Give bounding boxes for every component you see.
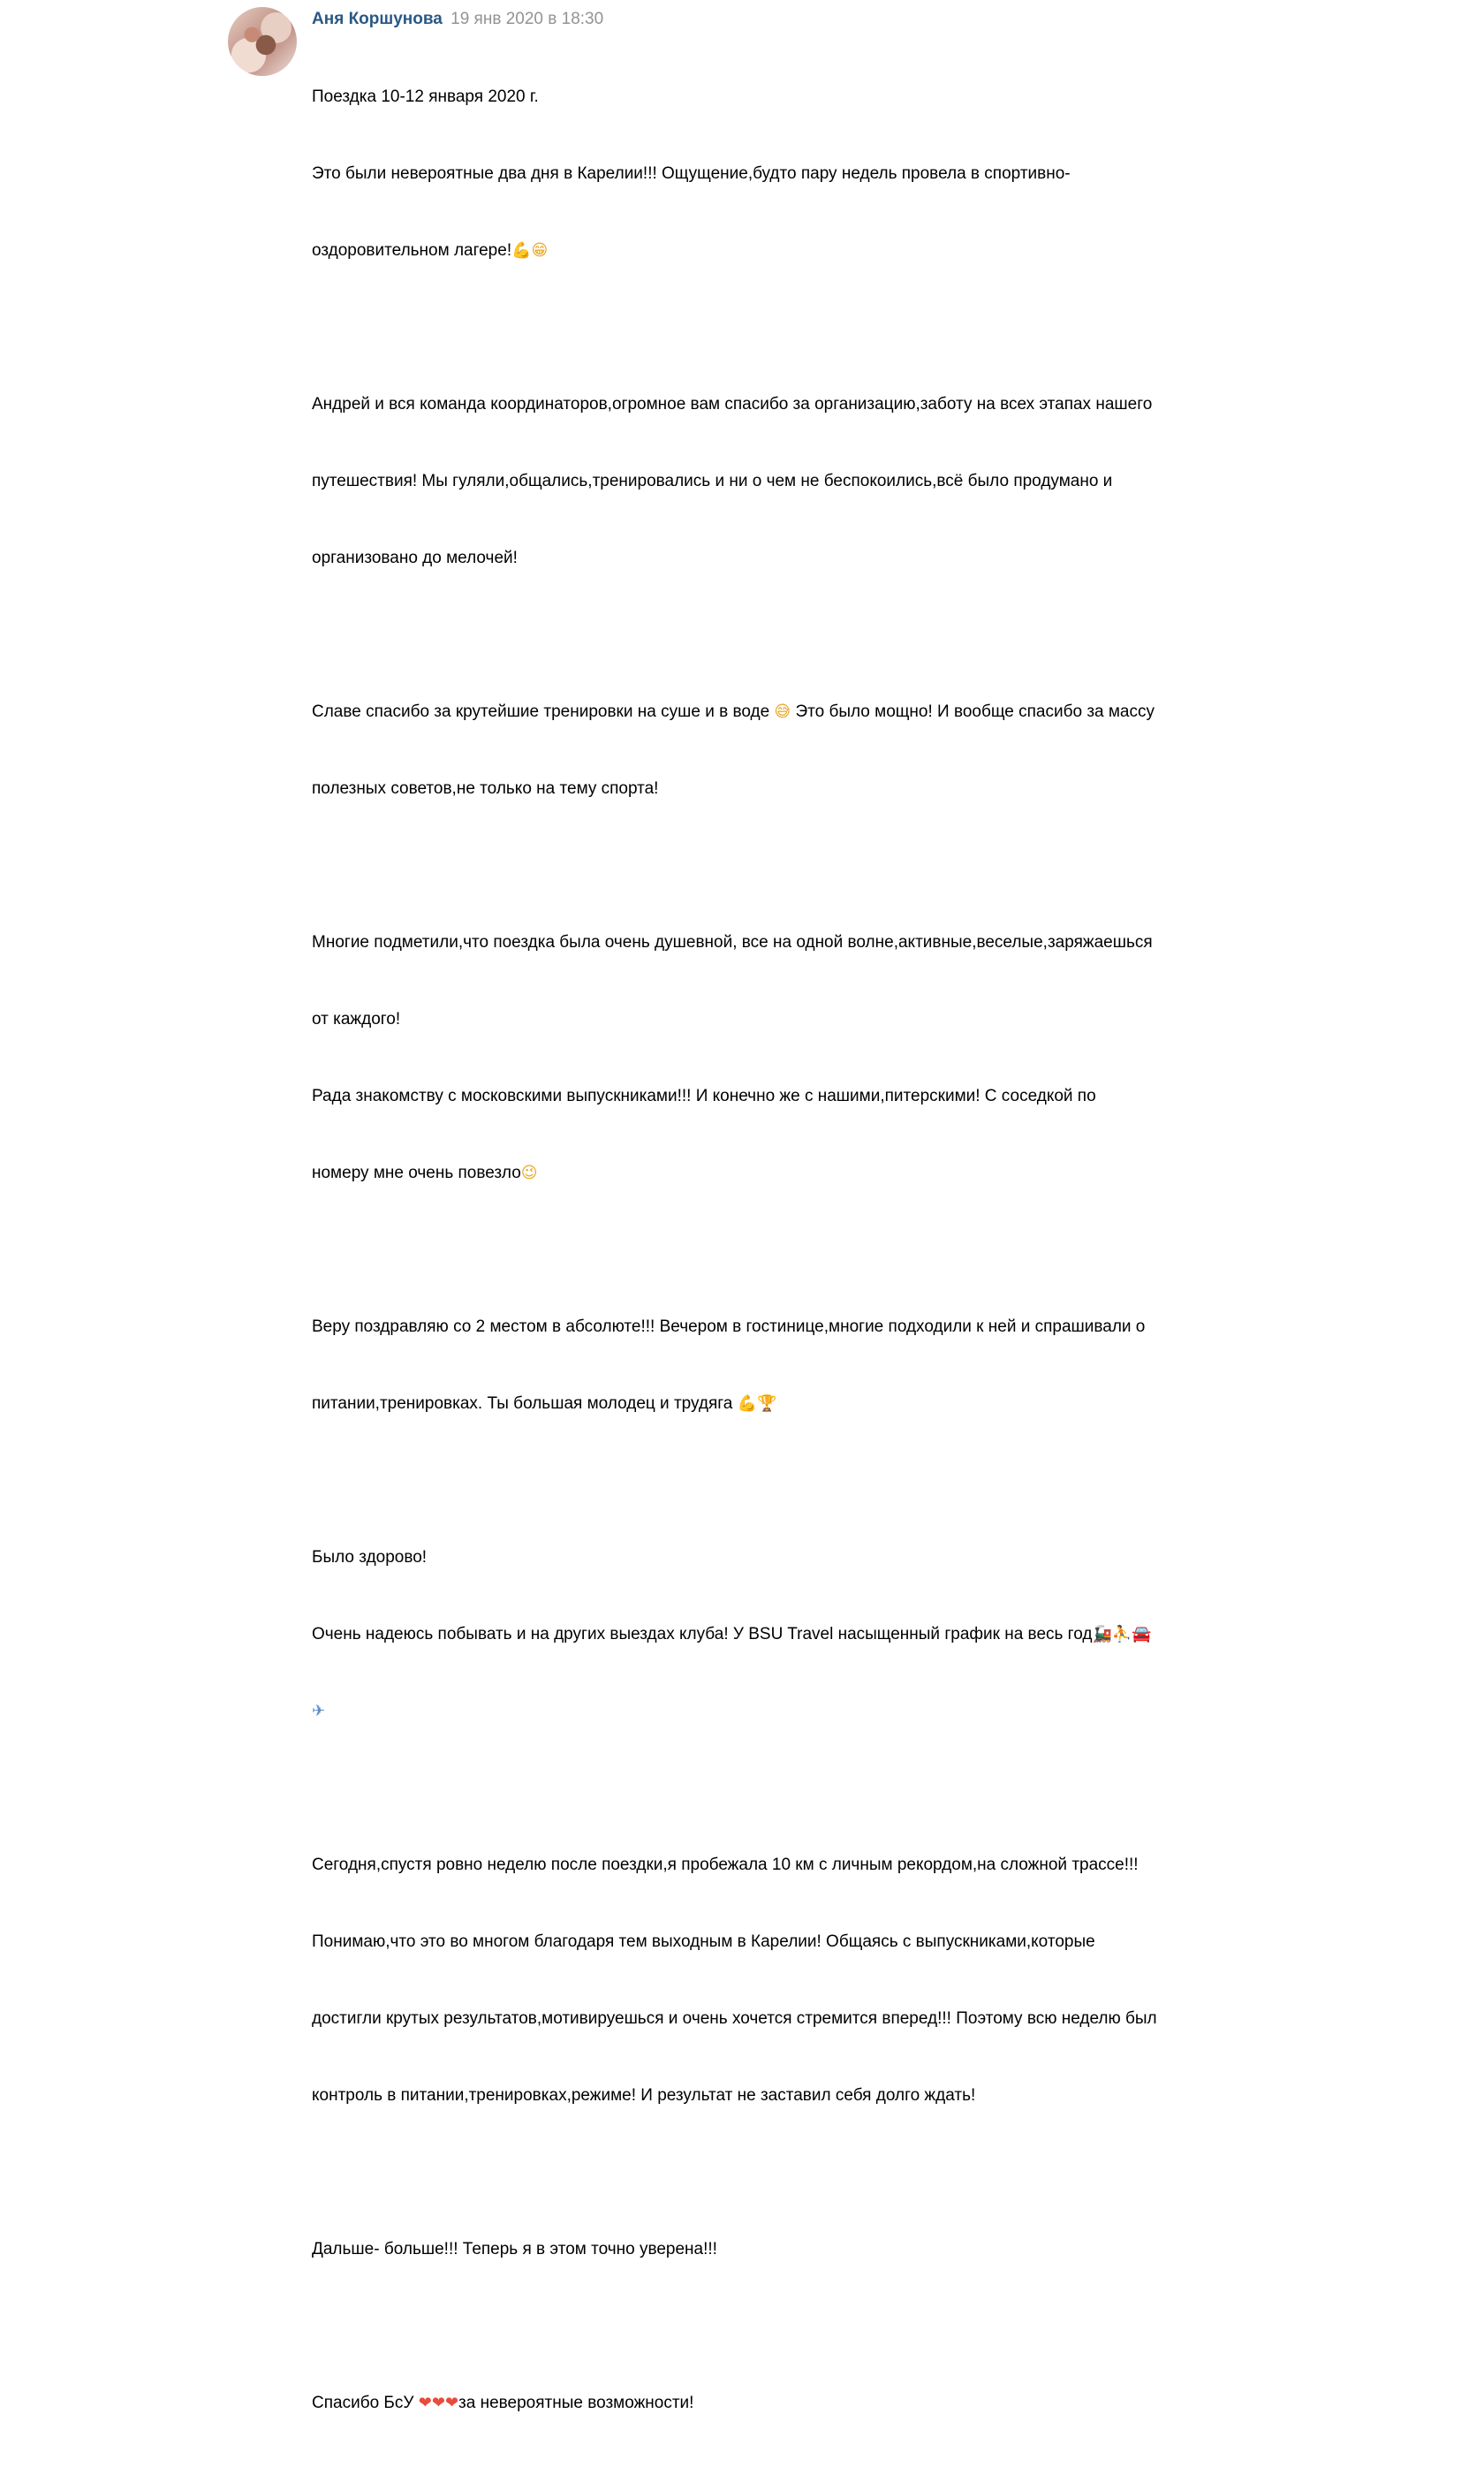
text-line: Это были невероятные два дня в Карелии!!! Ощущение,будто пару недель провела в спортивно-	[312, 164, 1071, 183]
post-content	[312, 7, 1257, 2467]
post-paragraph	[312, 878, 1257, 1237]
text-line: контроль в питании,тренировках,режиме! И результат не заставил себя долго ждать!	[312, 2086, 976, 2105]
post-paragraph	[312, 648, 1257, 853]
text-segment: оздоровительном лагере!	[312, 241, 512, 260]
post-paragraph	[312, 340, 1257, 622]
text-line: Рада знакомству с московскими выпускниками!!! И конечно же с нашими,питерскими! С соседкой по	[312, 1087, 1096, 1105]
post-header	[312, 7, 1257, 32]
post-paragraph	[312, 1801, 1257, 2160]
post-paragraph	[312, 33, 1257, 315]
trophy-emoji-icon: 🏆	[757, 1394, 777, 1413]
text-segment: питании,тренировках. Ты большая молодец и трудяга	[312, 1394, 738, 1413]
author-name-link[interactable]: Аня Коршунова	[312, 10, 443, 28]
text-line: Поездка 10-12 января 2020 г.	[312, 87, 539, 106]
text-line: Сегодня,спустя ровно неделю после поездки,я пробежала 10 км с личным рекордом,на сложной трассе!!!	[312, 1856, 1139, 1874]
winking-face-emoji-icon: 😉	[520, 1164, 538, 1182]
airplane-emoji-icon: ✈	[312, 1702, 326, 1720]
post-paragraph	[312, 1263, 1257, 1468]
text-segment: за невероятные возможности!	[458, 2394, 694, 2412]
text-line: Было здорово!	[312, 1548, 428, 1567]
post-paragraph	[312, 2339, 1257, 2467]
post-date-link[interactable]: 19 янв 2020 в 18:30	[450, 10, 604, 28]
text-line: от каждого!	[312, 1010, 401, 1029]
text-line: Многие подметили,что поездка была очень душевной, все на одной волне,активные,веселые,заряжаешься	[312, 933, 1153, 952]
text-segment: Очень надеюсь побывать и на других выездах клуба! У BSU Travel насыщенный график на весь год	[312, 1625, 1093, 1643]
text-segment: Это было мощно! И вообще спасибо за массу	[791, 702, 1155, 721]
flexed-biceps-emoji-icon: 💪	[511, 241, 532, 260]
heart-emoji-icon: ❤	[431, 2394, 445, 2412]
sweat-smile-emoji-icon: 😅	[774, 702, 791, 721]
text-line: полезных советов,не только на тему спорта!	[312, 779, 659, 798]
avatar[interactable]	[228, 7, 297, 76]
post-paragraph	[312, 2185, 1257, 2313]
text-line: путешествия! Мы гуляли,общались,тренировались и ни о чем не беспокоились,всё было продумано и	[312, 472, 1113, 490]
text-line: достигли крутых результатов,мотивируешься и очень хочется стремится вперед!!! Поэтому всю неделю был	[312, 2009, 1157, 2028]
heart-emoji-icon: ❤	[444, 2394, 459, 2412]
text-line	[312, 1698, 1257, 1724]
text-line: Понимаю,что это во многом благодаря тем выходным в Карелии! Общаясь с выпускниками,которые	[312, 1932, 1095, 1951]
text-line	[312, 1160, 1257, 1186]
text-line	[312, 238, 1257, 263]
skier-emoji-icon: ⛹	[1111, 1625, 1132, 1643]
text-line	[312, 2390, 1257, 2416]
grinning-face-emoji-icon: 😁	[531, 241, 549, 260]
text-segment: номеру мне очень повезло	[312, 1164, 521, 1182]
heart-emoji-icon: ❤	[418, 2394, 432, 2412]
text-line	[312, 1621, 1257, 1647]
text-line: Андрей и вся команда координаторов,огромное вам спасибо за организацию,заботу на всех этапах нашего	[312, 395, 1153, 414]
post-paragraph	[312, 1493, 1257, 1775]
text-segment: Спасибо БсУ	[312, 2394, 419, 2412]
text-line: организовано до мелочей!	[312, 549, 518, 567]
text-line: Веру поздравляю со 2 местом в абсолюте!!! Вечером в гостинице,многие подходили к ней и спрашивали о	[312, 1317, 1146, 1336]
text-line	[312, 1391, 1257, 1416]
text-line: Дальше- больше!!! Теперь я в этом точно уверена!!!	[312, 2240, 717, 2258]
text-segment: Славе спасибо за крутейшие тренировки на суше и в воде	[312, 702, 770, 721]
flexed-biceps-emoji-icon: 💪	[737, 1394, 758, 1413]
text-line	[312, 699, 1257, 725]
car-emoji-icon: 🚘	[1132, 1625, 1152, 1643]
train-emoji-icon: 🚂	[1092, 1625, 1112, 1643]
